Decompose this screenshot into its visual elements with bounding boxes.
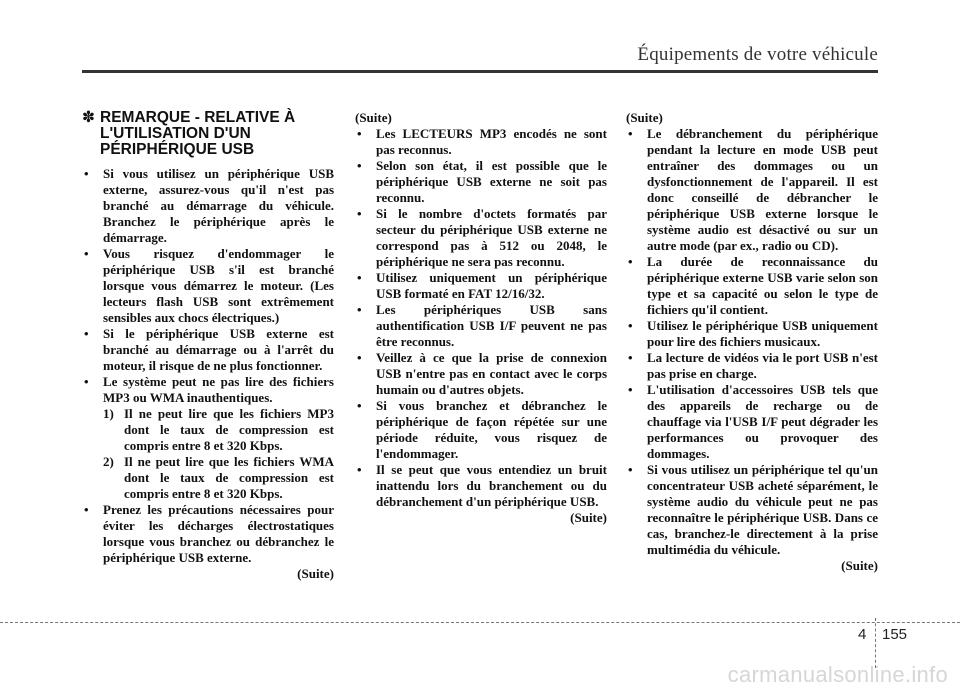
list-item: • Si le nombre d'octets formatés par secteur du périphérique USB externe ne correspond pas à 512 ou 2048, le périphérique ne sera pas reconnu. <box>355 206 607 270</box>
list-item: • La lecture de vidéos via le port USB n'est pas prise en charge. <box>626 350 878 382</box>
list-item: • Si le périphérique USB externe est branché au démarrage ou à l'arrêt du moteur, il risque de ne plus fonctionner. <box>82 326 334 374</box>
continued-label: (Suite) <box>570 510 607 525</box>
sub-item-text: Il ne peut lire que les fichiers WMA dont le taux de compression est compris entre 8 et 320 Kbps. <box>124 454 334 501</box>
note-heading <box>82 110 334 158</box>
continued-label: (Suite) <box>297 566 334 581</box>
sub-list-item <box>103 406 334 454</box>
list-item: • Selon son état, il est possible que le périphérique USB externe ne soit pas reconnu. <box>355 158 607 206</box>
column-2 <box>355 110 607 526</box>
footer-rule <box>0 622 960 623</box>
continued-from-label: (Suite) <box>355 110 392 125</box>
page-number: 155 <box>882 626 908 643</box>
note-heading-line: REMARQUE - RELATIVE À <box>100 109 296 126</box>
continued-from-label: (Suite) <box>626 110 663 125</box>
continued-label: (Suite) <box>841 558 878 573</box>
list-item <box>82 374 334 502</box>
note-heading-line: L'UTILISATION D'UN <box>100 125 251 142</box>
column-1 <box>82 110 334 582</box>
bullet-list <box>82 166 334 566</box>
list-item: • Vous risquez d'endommager le périphérique USB s'il est branché lorsque vous démarrez le moteur. (Les lecteurs flash USB sont extrêmement sensibles aux chocs électriques.) <box>82 246 334 326</box>
section-title: Équipements de votre véhicule <box>637 44 878 65</box>
list-item: • Le débranchement du périphérique pendant la lecture en mode USB peut entraîner des dommages ou un dysfonctionnement de l'appareil. Il est donc conseillé de débrancher le périphérique USB externe lorsque le système audio est désactivé ou sur un autre mode (par ex., radio ou CD). <box>626 126 878 254</box>
list-item: • Si vous branchez et débranchez le périphérique de façon répétée sur une période réduite, vous risquez de l'endommager. <box>355 398 607 462</box>
list-item: • Les LECTEURS MP3 encodés ne sont pas reconnus. <box>355 126 607 158</box>
list-item: • La durée de reconnaissance du périphérique externe USB varie selon son type et sa capacité ou selon le type de fichiers qu'il contient. <box>626 254 878 318</box>
list-item: • Utilisez le périphérique USB uniquement pour lire des fichiers musicaux. <box>626 318 878 350</box>
sub-item-number: 1) <box>103 406 114 421</box>
list-item-text: Le système peut ne pas lire des fichiers MP3 ou WMA inauthentiques. <box>103 374 334 405</box>
sub-list <box>103 406 334 502</box>
list-item: • Il se peut que vous entendiez un bruit inattendu lors du branchement ou du débranchement d'un périphérique USB. <box>355 462 607 510</box>
bullet-list <box>626 126 878 558</box>
watermark: carmanualsonline.info <box>727 662 948 687</box>
chapter-number: 4 <box>858 626 867 643</box>
sub-item-text: Il ne peut lire que les fichiers MP3 dont le taux de compression est compris entre 8 et 320 Kbps. <box>124 406 334 453</box>
list-item: • Veillez à ce que la prise de connexion USB n'entre pas en contact avec le corps humain ou d'autres objets. <box>355 350 607 398</box>
asterisk-icon: ✽ <box>82 109 95 126</box>
sub-item-number: 2) <box>103 454 114 469</box>
header-rule <box>82 70 878 73</box>
list-item: • L'utilisation d'accessoires USB tels que des appareils de recharge ou de chauffage via l'USB I/F peut dégrader les performances ou provoquer des dommages. <box>626 382 878 462</box>
list-item: • Si vous utilisez un périphérique USB externe, assurez-vous qu'il n'est pas branché au démarrage du véhicule. Branchez le périphérique après le démarrage. <box>82 166 334 246</box>
list-item: • Les périphériques USB sans authentification USB I/F peuvent ne pas être reconnus. <box>355 302 607 350</box>
note-heading-line: PÉRIPHÉRIQUE USB <box>100 141 255 158</box>
list-item: • Prenez les précautions nécessaires pour éviter les décharges électrostatiques lorsque vous branchez ou débranchez le périphérique USB externe. <box>82 502 334 566</box>
list-item: • Si vous utilisez un périphérique tel qu'un concentrateur USB acheté séparément, le système audio du véhicule peut ne pas reconnaître le périphérique USB. Dans ce cas, branchez-le directement à la prise multimédia du véhicule. <box>626 462 878 558</box>
list-item: • Utilisez uniquement un périphérique USB formaté en FAT 12/16/32. <box>355 270 607 302</box>
sub-list-item <box>103 454 334 502</box>
page-separator <box>875 618 876 668</box>
bullet-list <box>355 126 607 510</box>
column-3 <box>626 110 878 574</box>
